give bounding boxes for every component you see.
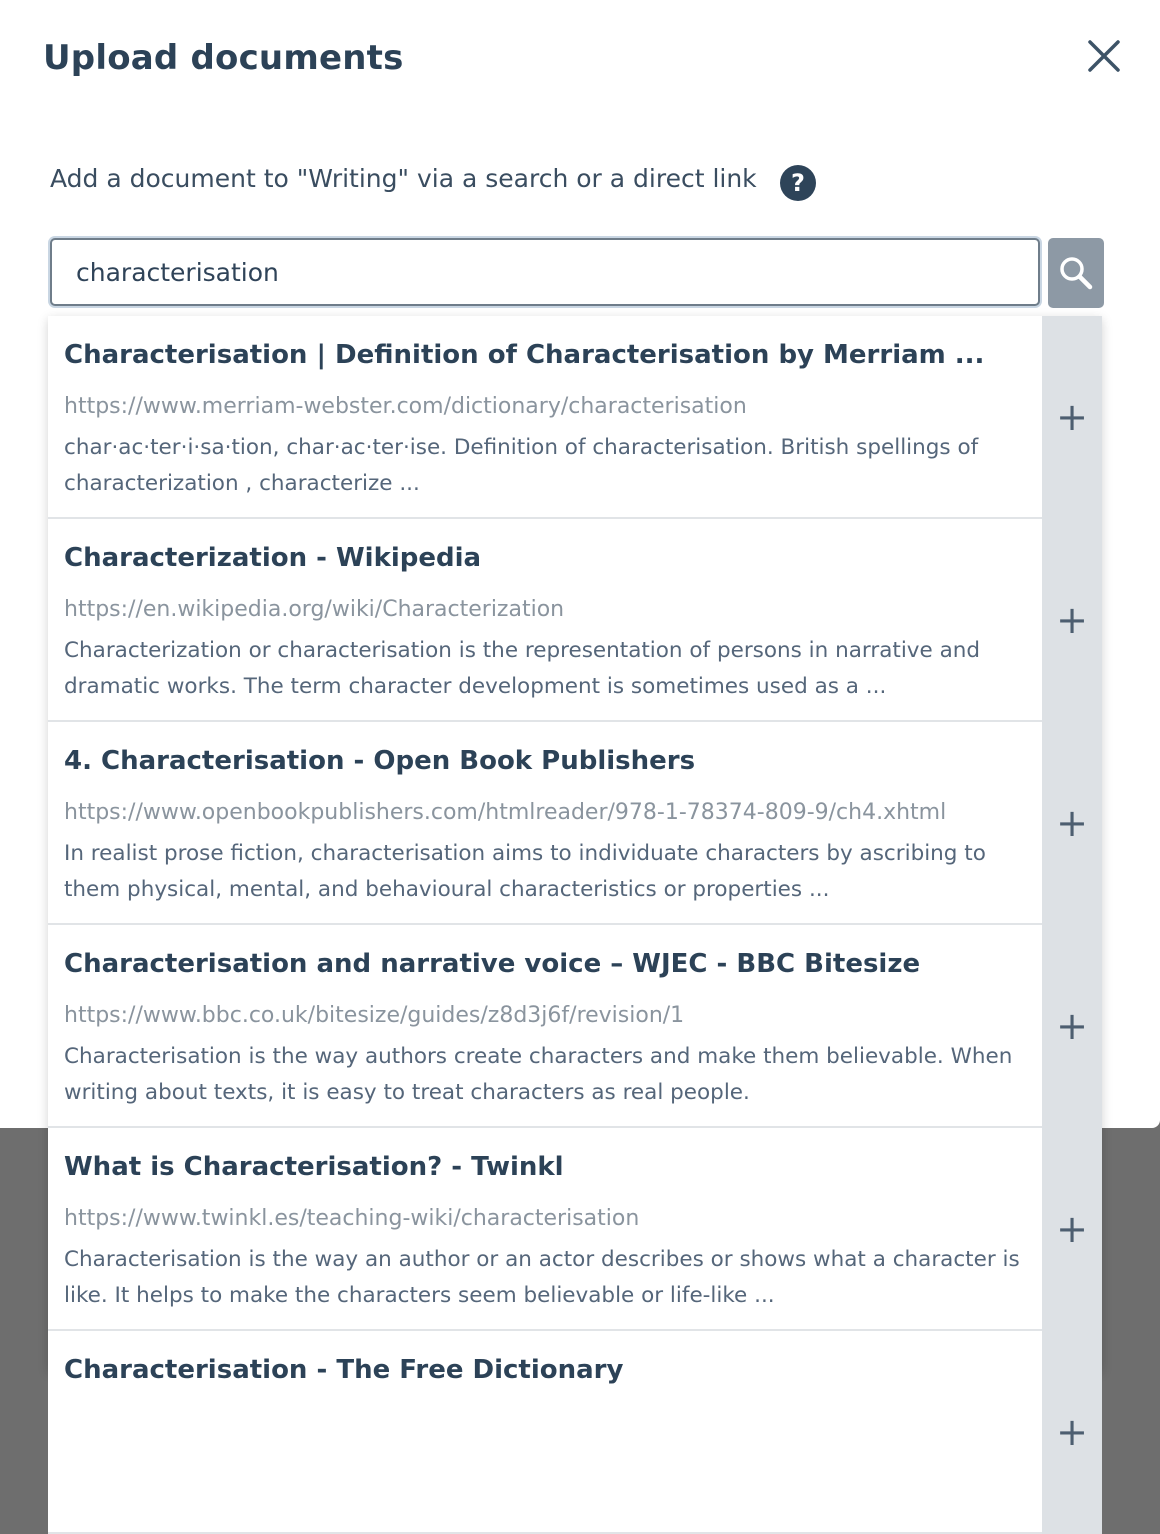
result-snippet: Characterisation is the way an author or an actor describes or shows what a character is like. It helps to make the characters seem believable or life-like ... — [64, 1247, 1020, 1308]
result-snippet: In realist prose fiction, characterisation aims to individuate characters by ascribing to them physical, mental, and behavioural characteristics or properties ... — [64, 841, 986, 902]
dialog-subtitle: Add a document to "Writing" via a search or a direct link — [50, 164, 757, 193]
search-input[interactable] — [50, 238, 1040, 306]
search-result — [48, 1128, 1102, 1331]
plus-icon: + — [1056, 395, 1088, 439]
add-result-button[interactable] — [1042, 519, 1102, 722]
add-result-button[interactable] — [1042, 722, 1102, 925]
result-title: Characterisation | Definition of Characterisation by Merriam ... — [64, 340, 985, 370]
result-title: Characterization - Wikipedia — [64, 543, 482, 573]
plus-icon: + — [1056, 1207, 1088, 1251]
search-result — [48, 1331, 1102, 1534]
search-result — [48, 316, 1102, 519]
search-results-list — [48, 316, 1102, 1454]
search-icon — [1058, 255, 1094, 291]
close-icon[interactable] — [1082, 36, 1126, 80]
search-result — [48, 519, 1102, 722]
result-url: https://www.bbc.co.uk/bitesize/guides/z8d3j6f/revision/1 — [64, 1003, 685, 1028]
dialog-title: Upload documents — [43, 38, 404, 78]
search-result — [48, 925, 1102, 1128]
result-url: https://www.openbookpublishers.com/htmlreader/978-1-78374-809-9/ch4.xhtml — [64, 800, 947, 825]
plus-icon: + — [1056, 801, 1088, 845]
plus-icon: + — [1056, 598, 1088, 642]
result-body[interactable] — [48, 1128, 1042, 1329]
result-body[interactable] — [48, 1331, 1042, 1532]
result-snippet: char·ac·ter·i·sa·tion, char·ac·ter·ise. Definition of characterisation. British spellings of characterization , characterize ... — [64, 435, 979, 496]
result-title: What is Characterisation? - Twinkl — [64, 1152, 564, 1182]
result-title: Characterisation - The Free Dictionary — [64, 1355, 624, 1385]
result-title: 4. Characterisation - Open Book Publishers — [64, 746, 696, 776]
search-result — [48, 722, 1102, 925]
plus-icon: + — [1056, 1004, 1088, 1048]
plus-icon: + — [1056, 1410, 1088, 1454]
result-body[interactable] — [48, 925, 1042, 1126]
add-result-button[interactable] — [1042, 1128, 1102, 1331]
search-button[interactable] — [1048, 238, 1104, 308]
help-icon[interactable]: ? — [780, 165, 816, 201]
result-snippet: Characterization or characterisation is the representation of persons in narrative and dramatic works. The term character development is sometimes used as a ... — [64, 638, 981, 699]
result-body[interactable] — [48, 316, 1042, 517]
add-result-button[interactable] — [1042, 925, 1102, 1128]
add-result-button[interactable] — [1042, 316, 1102, 519]
result-url: https://www.merriam-webster.com/dictionary/characterisation — [64, 394, 747, 419]
result-url: https://en.wikipedia.org/wiki/Characterization — [64, 597, 565, 622]
result-title: Characterisation and narrative voice – WJEC - BBC Bitesize — [64, 949, 921, 979]
add-result-button[interactable] — [1042, 1331, 1102, 1534]
result-body[interactable] — [48, 722, 1042, 923]
result-snippet: Characterisation is the way authors create characters and make them believable. When writing about texts, it is easy to treat characters as real people. — [64, 1044, 1013, 1105]
result-url: https://www.twinkl.es/teaching-wiki/characterisation — [64, 1206, 640, 1231]
result-body[interactable] — [48, 519, 1042, 720]
